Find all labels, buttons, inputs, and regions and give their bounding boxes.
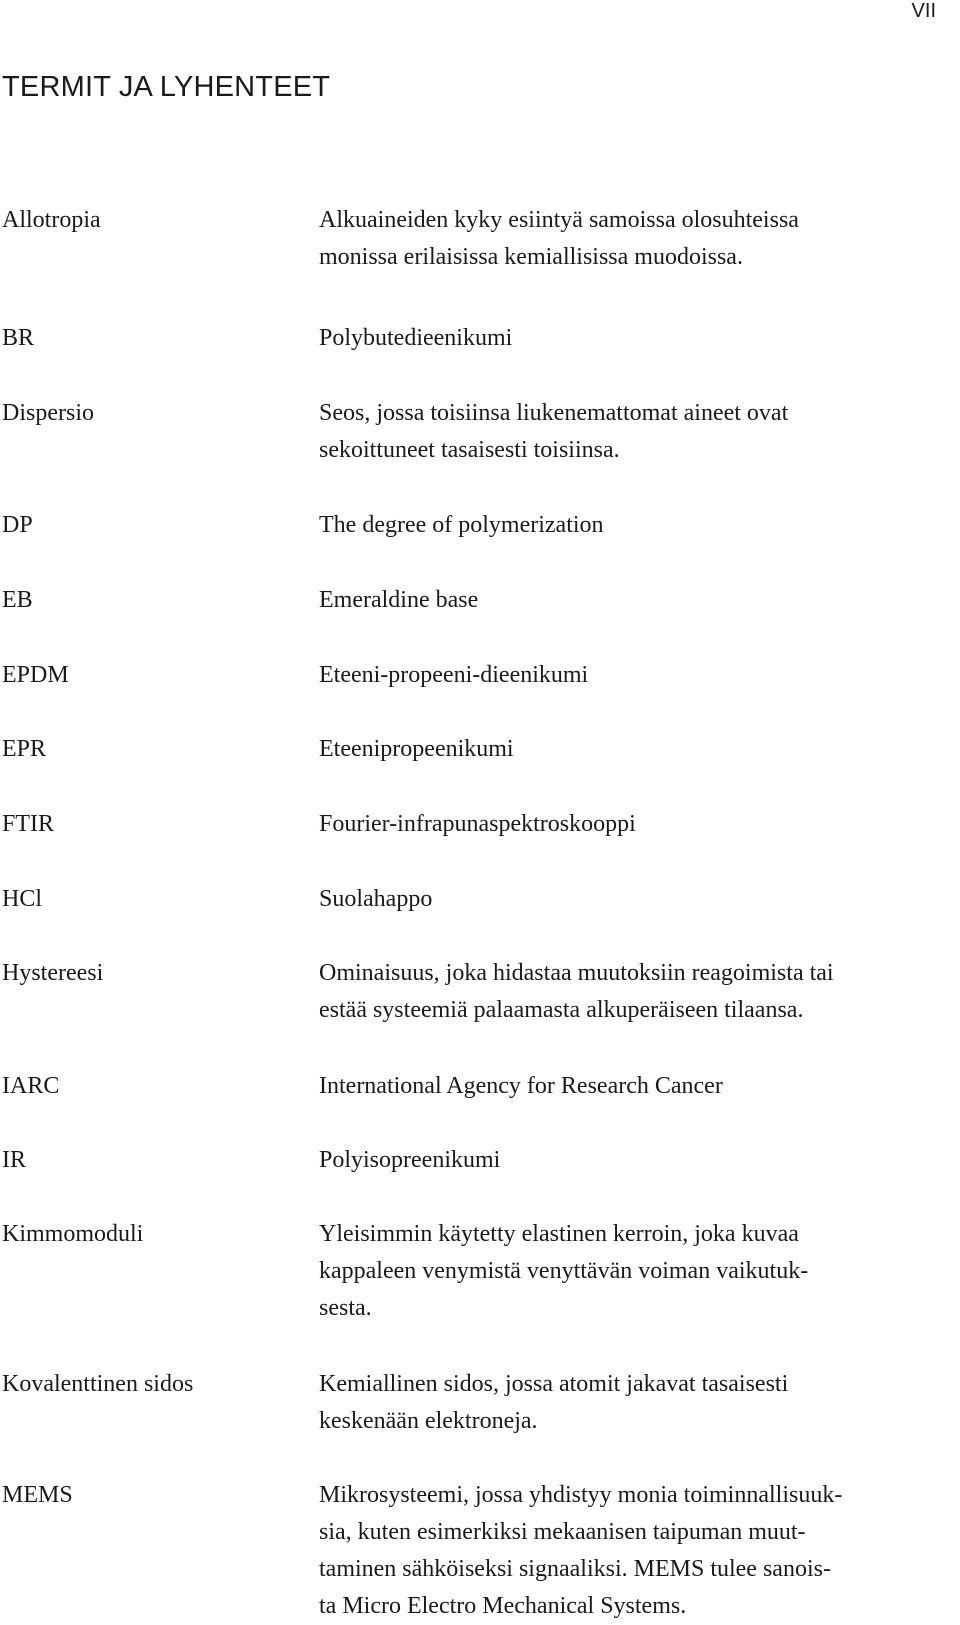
definition-line: Kemiallinen sidos, jossa atomit jakavat tasaisesti xyxy=(319,1371,789,1397)
glossary-term: DP xyxy=(2,512,33,538)
glossary-definition xyxy=(319,582,909,619)
glossary-definition xyxy=(319,806,909,843)
definition-line: sia, kuten esimerkiksi mekaanisen taipuman muut- xyxy=(319,1519,806,1545)
glossary-term: EB xyxy=(2,587,33,613)
glossary-definition xyxy=(319,1477,909,1625)
definition-line: kappaleen venymistä venyttävän voiman vaikutuk- xyxy=(319,1258,809,1284)
glossary-term: IARC xyxy=(2,1073,60,1099)
glossary-definition xyxy=(319,955,909,1029)
glossary-term: Dispersio xyxy=(2,400,94,426)
definition-line: Ominaisuus, joka hidastaa muutoksiin reagoimista tai xyxy=(319,960,834,986)
definition-line: Polybutedieenikumi xyxy=(319,325,513,351)
glossary-definition xyxy=(319,395,909,469)
definition-line: monissa erilaisissa kemiallisissa muodoissa. xyxy=(319,244,743,270)
glossary-definition xyxy=(319,731,909,768)
glossary-definition xyxy=(319,202,909,276)
section-heading: TERMIT JA LYHENTEET xyxy=(2,71,331,103)
glossary-definition xyxy=(319,1142,909,1179)
definition-line: Mikrosysteemi, jossa yhdistyy monia toiminnallisuuk- xyxy=(319,1482,843,1508)
definition-line: Polyisopreenikumi xyxy=(319,1147,501,1173)
glossary-term: HCl xyxy=(2,886,43,912)
definition-line: Fourier-infrapunaspektroskooppi xyxy=(319,811,636,837)
definition-line: International Agency for Research Cancer xyxy=(319,1073,723,1099)
glossary-definition xyxy=(319,320,909,357)
definition-line: Alkuaineiden kyky esiintyä samoissa olosuhteissa xyxy=(319,207,799,233)
glossary-definition xyxy=(319,1216,909,1327)
glossary-term: EPDM xyxy=(2,662,69,688)
page-number: VII xyxy=(911,0,936,22)
glossary-definition xyxy=(319,507,909,544)
definition-line: Seos, jossa toisiinsa liukenemattomat aineet ovat xyxy=(319,400,789,426)
glossary-term: Allotropia xyxy=(2,207,101,233)
definition-line: Emeraldine base xyxy=(319,587,479,613)
glossary-term: FTIR xyxy=(2,811,55,837)
definition-line: sesta. xyxy=(319,1295,372,1321)
glossary-definition xyxy=(319,657,909,694)
glossary-definition xyxy=(319,1068,909,1105)
definition-line: Suolahappo xyxy=(319,886,433,912)
glossary-definition xyxy=(319,1366,909,1440)
definition-line: The degree of polymerization xyxy=(319,512,604,538)
glossary-term: Hystereesi xyxy=(2,960,104,986)
definition-line: Yleisimmin käytetty elastinen kerroin, joka kuvaa xyxy=(319,1221,799,1247)
glossary-term: Kovalenttinen sidos xyxy=(2,1371,194,1397)
glossary-definition xyxy=(319,881,909,918)
definition-line: Eteeni-propeeni-dieenikumi xyxy=(319,662,589,688)
definition-line: taminen sähköiseksi signaaliksi. MEMS tulee sanois- xyxy=(319,1556,831,1582)
glossary-term: MEMS xyxy=(2,1482,73,1508)
definition-line: Eteenipropeenikumi xyxy=(319,736,514,762)
glossary-term: EPR xyxy=(2,736,47,762)
glossary-term: IR xyxy=(2,1147,26,1173)
glossary-term: BR xyxy=(2,325,35,351)
definition-line: ta Micro Electro Mechanical Systems. xyxy=(319,1593,687,1619)
glossary-term: Kimmomoduli xyxy=(2,1221,144,1247)
definition-line: sekoittuneet tasaisesti toisiinsa. xyxy=(319,437,620,463)
definition-line: keskenään elektroneja. xyxy=(319,1408,538,1434)
definition-line: estää systeemiä palaamasta alkuperäiseen tilaansa. xyxy=(319,997,804,1023)
